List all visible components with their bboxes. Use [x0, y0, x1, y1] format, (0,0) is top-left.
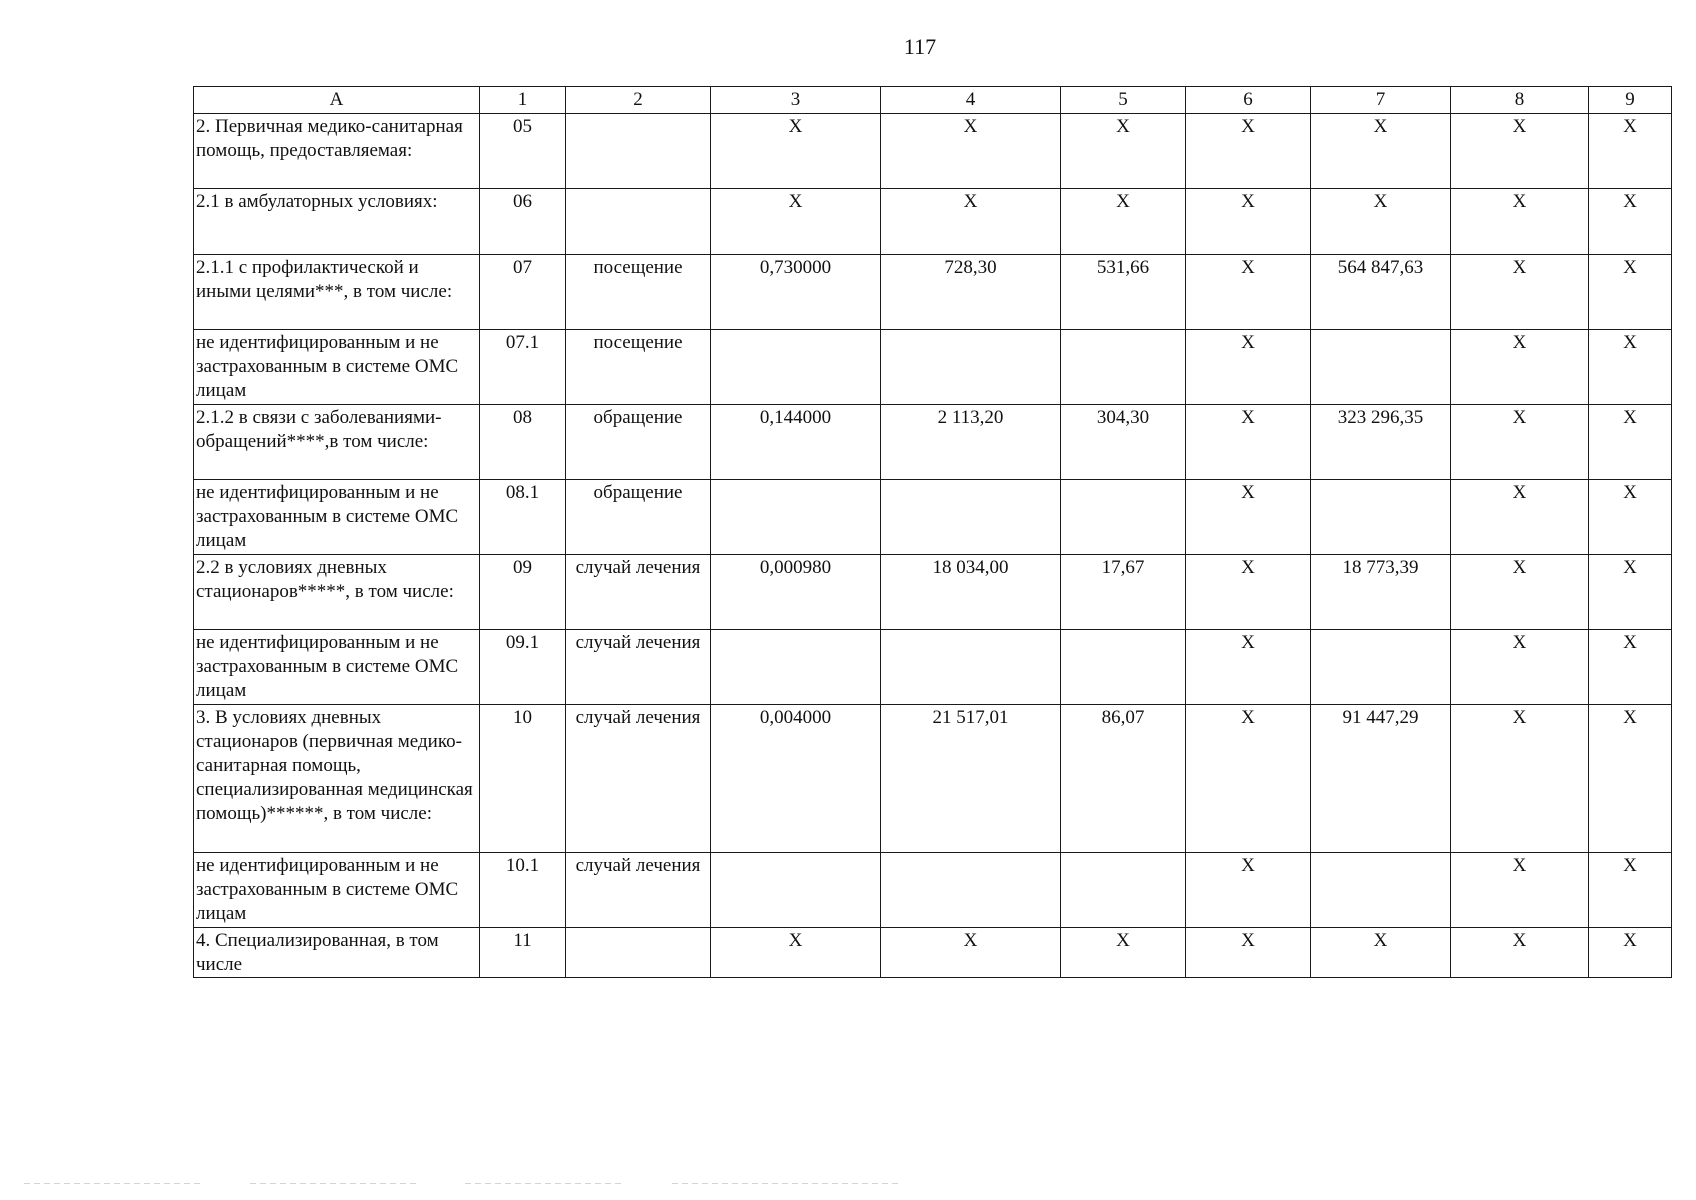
table-cell: Х — [1589, 189, 1672, 255]
table-cell — [711, 480, 881, 555]
table-cell: 10 — [480, 705, 566, 853]
table-cell: 09.1 — [480, 630, 566, 705]
table-cell: 304,30 — [1061, 405, 1186, 480]
table-cell: Х — [1451, 480, 1589, 555]
row-label-cell: 2.1 в амбулаторных условиях: — [194, 189, 480, 255]
table-cell: 05 — [480, 114, 566, 189]
table-cell: 17,67 — [1061, 555, 1186, 630]
row-label-cell: 4. Специализированная, в том числе — [194, 928, 480, 978]
table-cell: Х — [1589, 853, 1672, 928]
table-cell: 21 517,01 — [881, 705, 1061, 853]
row-label-cell: 3. В условиях дневных стационаров (первичная медико-санитарная помощь, специализированная медицинская помощь)******, в том числе: — [194, 705, 480, 853]
table-body — [194, 114, 1672, 978]
table-cell: 06 — [480, 189, 566, 255]
table-cell: Х — [1589, 555, 1672, 630]
table-cell: Х — [1451, 630, 1589, 705]
table-cell: Х — [881, 189, 1061, 255]
table-cell — [711, 853, 881, 928]
table-cell: Х — [1311, 189, 1451, 255]
table-cell: Х — [1311, 928, 1451, 978]
table-cell: Х — [1451, 189, 1589, 255]
table-row — [194, 630, 1672, 705]
table-cell: Х — [1589, 330, 1672, 405]
table-cell: Х — [1451, 555, 1589, 630]
scan-artifact-line — [24, 1183, 204, 1184]
table-cell: Х — [1451, 705, 1589, 853]
table-cell — [881, 630, 1061, 705]
table-cell: 07 — [480, 255, 566, 330]
table-cell: Х — [1061, 928, 1186, 978]
table-cell — [566, 928, 711, 978]
table-cell: Х — [1589, 480, 1672, 555]
column-header: А — [194, 87, 480, 114]
table-cell: Х — [881, 114, 1061, 189]
page-number: 117 — [903, 34, 937, 59]
table-cell — [566, 114, 711, 189]
table-cell: 0,004000 — [711, 705, 881, 853]
table-row — [194, 189, 1672, 255]
row-label-cell: не идентифицированным и не застрахованным в системе ОМС лицам — [194, 853, 480, 928]
table-cell: 11 — [480, 928, 566, 978]
table-cell — [1061, 630, 1186, 705]
table-cell — [1061, 480, 1186, 555]
table-cell: 0,144000 — [711, 405, 881, 480]
table-cell: Х — [1451, 255, 1589, 330]
table-cell — [1061, 330, 1186, 405]
table-cell: Х — [1589, 928, 1672, 978]
table-cell: 728,30 — [881, 255, 1061, 330]
table-cell: Х — [711, 114, 881, 189]
table-cell: посещение — [566, 255, 711, 330]
table-cell: Х — [1451, 405, 1589, 480]
table-cell: 564 847,63 — [1311, 255, 1451, 330]
table-cell: Х — [1589, 705, 1672, 853]
table-cell: Х — [1451, 330, 1589, 405]
table-cell: 09 — [480, 555, 566, 630]
table-cell — [1311, 480, 1451, 555]
column-header: 7 — [1311, 87, 1451, 114]
table-cell: обращение — [566, 405, 711, 480]
table-cell: Х — [1186, 853, 1311, 928]
table-row — [194, 705, 1672, 853]
table-cell: 2 113,20 — [881, 405, 1061, 480]
row-label-cell: 2.1.1 с профилактической и иными целями***, в том числе: — [194, 255, 480, 330]
scan-artifact-line — [465, 1183, 625, 1184]
table-cell: Х — [1061, 114, 1186, 189]
table-cell: 91 447,29 — [1311, 705, 1451, 853]
table-cell: Х — [711, 928, 881, 978]
table-cell: Х — [1451, 114, 1589, 189]
table-cell: Х — [1451, 928, 1589, 978]
table-row — [194, 480, 1672, 555]
table-cell: посещение — [566, 330, 711, 405]
table-cell — [1311, 630, 1451, 705]
row-label-cell: 2. Первичная медико-санитарная помощь, предоставляемая: — [194, 114, 480, 189]
table-cell: случай лечения — [566, 630, 711, 705]
table-cell: случай лечения — [566, 705, 711, 853]
table-header-row — [194, 87, 1672, 114]
scan-artifact-line — [250, 1183, 420, 1184]
table-cell: Х — [1589, 255, 1672, 330]
table-cell — [1311, 853, 1451, 928]
column-header: 5 — [1061, 87, 1186, 114]
table-cell: 323 296,35 — [1311, 405, 1451, 480]
table-row — [194, 555, 1672, 630]
table-cell — [881, 853, 1061, 928]
table-cell: Х — [1061, 189, 1186, 255]
table-cell: Х — [1186, 555, 1311, 630]
column-header: 3 — [711, 87, 881, 114]
table-cell — [881, 480, 1061, 555]
table-cell: 86,07 — [1061, 705, 1186, 853]
column-header: 6 — [1186, 87, 1311, 114]
table-cell: Х — [1311, 114, 1451, 189]
table-cell: обращение — [566, 480, 711, 555]
table-cell: Х — [1186, 705, 1311, 853]
table-cell — [711, 330, 881, 405]
table-row — [194, 928, 1672, 978]
table-cell — [566, 189, 711, 255]
table-cell: Х — [1451, 853, 1589, 928]
row-label-cell: 2.1.2 в связи с заболеваниями-обращений****,в том числе: — [194, 405, 480, 480]
scan-artifact-line — [672, 1183, 902, 1184]
table-cell: 08.1 — [480, 480, 566, 555]
table-cell: 10.1 — [480, 853, 566, 928]
table-cell: 18 034,00 — [881, 555, 1061, 630]
row-label-cell: не идентифицированным и не застрахованным в системе ОМС лицам — [194, 480, 480, 555]
table-cell: 08 — [480, 405, 566, 480]
table-row — [194, 114, 1672, 189]
row-label-cell: 2.2 в условиях дневных стационаров*****, в том числе: — [194, 555, 480, 630]
column-header: 4 — [881, 87, 1061, 114]
table-row — [194, 853, 1672, 928]
table-row — [194, 330, 1672, 405]
table-cell: Х — [1186, 330, 1311, 405]
table-cell: 0,000980 — [711, 555, 881, 630]
table-cell: 18 773,39 — [1311, 555, 1451, 630]
table-cell: Х — [1589, 405, 1672, 480]
table-cell: Х — [1186, 405, 1311, 480]
column-header: 8 — [1451, 87, 1589, 114]
table-row — [194, 255, 1672, 330]
table-cell: Х — [1589, 630, 1672, 705]
table-cell: 531,66 — [1061, 255, 1186, 330]
table-cell: Х — [1186, 928, 1311, 978]
table-cell: случай лечения — [566, 853, 711, 928]
row-label-cell: не идентифицированным и не застрахованным в системе ОМС лицам — [194, 630, 480, 705]
table-cell: Х — [1186, 255, 1311, 330]
table-cell: 07.1 — [480, 330, 566, 405]
table-cell — [1311, 330, 1451, 405]
column-header: 9 — [1589, 87, 1672, 114]
table-cell — [1061, 853, 1186, 928]
table-cell: Х — [1186, 114, 1311, 189]
data-table — [193, 86, 1672, 978]
table-row — [194, 405, 1672, 480]
table-cell: 0,730000 — [711, 255, 881, 330]
table-cell: Х — [1186, 480, 1311, 555]
table-cell: случай лечения — [566, 555, 711, 630]
row-label-cell: не идентифицированным и не застрахованным в системе ОМС лицам — [194, 330, 480, 405]
table-cell: Х — [1186, 189, 1311, 255]
column-header: 2 — [566, 87, 711, 114]
table-cell: Х — [1589, 114, 1672, 189]
table-cell: Х — [881, 928, 1061, 978]
table-cell — [881, 330, 1061, 405]
table-cell — [711, 630, 881, 705]
column-header: 1 — [480, 87, 566, 114]
table-cell: Х — [711, 189, 881, 255]
table-cell: Х — [1186, 630, 1311, 705]
